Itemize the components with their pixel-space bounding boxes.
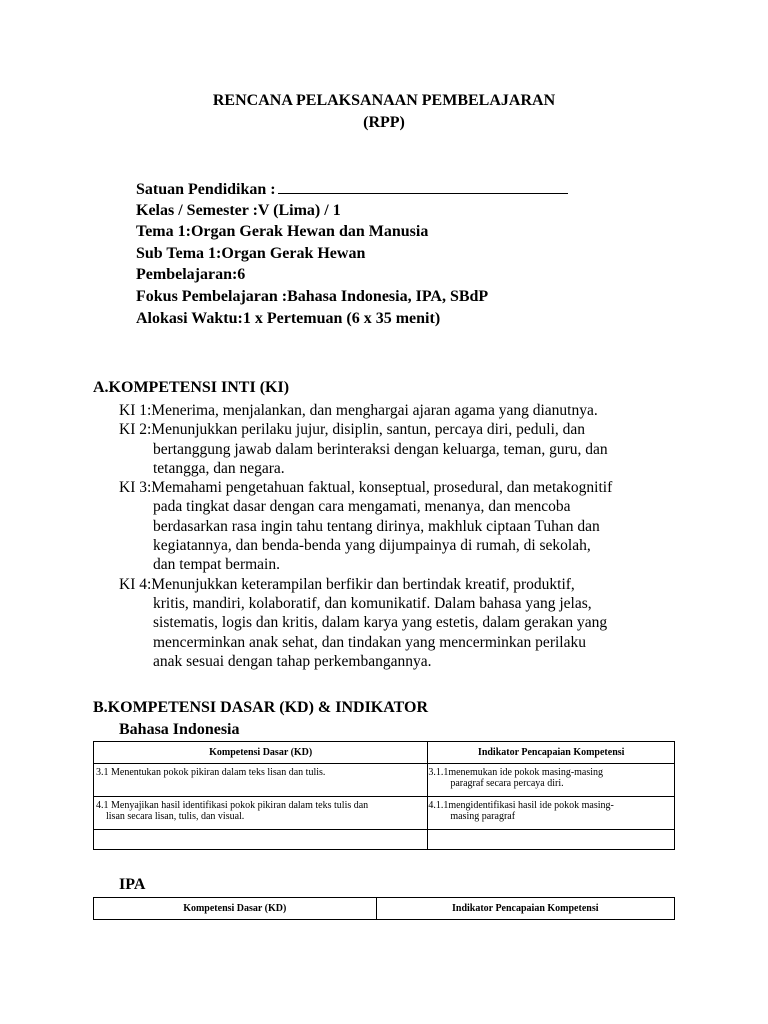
col-kompetensi-dasar: Kompetensi Dasar (KD) <box>94 898 377 920</box>
ki-4-line: KI 4:Menunjukkan keterampilan berfikir dan bertindak kreatif, produktif, <box>119 575 575 593</box>
ki-4-continuation: kritis, mandiri, kolaboratif, dan komunikatif. Dalam bahasa yang jelas, <box>153 594 592 612</box>
ki-2-continuation: tetangga, dan negara. <box>153 459 285 477</box>
satuan-pendidikan-blank-line <box>278 178 568 194</box>
document-subtitle: (RPP) <box>363 114 405 131</box>
col-indikator: Indikator Pencapaian Kompetensi <box>428 742 675 764</box>
satuan-pendidikan-row <box>136 178 696 200</box>
indikator-text <box>428 830 674 835</box>
indikator-text: 3.1.1menemukan ide pokok masing-masing <box>428 767 604 778</box>
indikator-cell <box>428 764 675 797</box>
ki-list <box>119 401 679 671</box>
kd-text: 3.1 Menentukan pokok pikiran dalam teks lisan dan tulis. <box>96 767 326 778</box>
kd-cell <box>94 797 428 830</box>
ki-item-2 <box>119 420 679 478</box>
ki-item-1 <box>119 401 679 420</box>
kd-text: 4.1 Menyajikan hasil identifikasi pokok pikiran dalam teks tulis dan <box>96 800 369 811</box>
kd-text <box>94 830 427 835</box>
col-indikator: Indikator Pencapaian Kompetensi <box>376 898 674 920</box>
ki-2-continuation: bertanggung jawab dalam berinteraksi dengan keluarga, teman, guru, dan <box>153 440 608 458</box>
indikator-cell <box>428 797 675 830</box>
alokasi-waktu-row: Alokasi Waktu:1 x Pertemuan (6 x 35 menit) <box>136 309 441 327</box>
ki-3-continuation: pada tingkat dasar dengan cara mengamati, menanya, dan mencoba <box>153 498 571 516</box>
ki-item-3 <box>119 478 679 574</box>
kd-cell <box>94 830 428 850</box>
table-header-row <box>94 898 675 920</box>
rpp-identity-block <box>136 178 696 329</box>
indikator-cell <box>428 830 675 850</box>
table-row <box>94 797 675 830</box>
ki-1-line: KI 1:Menerima, menjalankan, dan menghargai ajaran agama yang dianutnya. <box>119 402 598 419</box>
bahasa-indonesia-kd-table <box>93 741 675 850</box>
ki-3-continuation: berdasarkan rasa ingin tahu tentang dirinya, makhluk ciptaan Tuhan dan <box>153 517 600 535</box>
section-b-heading: B.KOMPETENSI DASAR (KD) & INDIKATOR <box>93 699 428 716</box>
ki-3-continuation: kegiatannya, dan benda-benda yang dijumpainya di rumah, di sekolah, <box>153 537 591 555</box>
kd-cell <box>94 764 428 797</box>
pembelajaran-row: Pembelajaran:6 <box>136 266 246 284</box>
fokus-pembelajaran-row: Fokus Pembelajaran :Bahasa Indonesia, IPA, SBdP <box>136 287 489 305</box>
bahasa-indonesia-subheading: Bahasa Indonesia <box>119 721 240 738</box>
indikator-text-continuation: paragraf secara percaya diri. <box>450 778 564 789</box>
col-kompetensi-dasar: Kompetensi Dasar (KD) <box>94 742 428 764</box>
indikator-text: 4.1.1mengidentifikasi hasil ide pokok masing- <box>428 800 614 811</box>
indikator-text-continuation: masing paragraf <box>450 811 516 822</box>
ki-item-4 <box>119 575 679 671</box>
ki-4-continuation: sistematis, logis dan kritis, dalam karya yang estetis, dalam gerakan yang <box>153 614 608 632</box>
ki-3-continuation: dan tempat bermain. <box>153 556 280 574</box>
ipa-kd-table <box>93 897 675 920</box>
ipa-subheading: IPA <box>119 876 146 893</box>
ki-4-continuation: mencerminkan anak sehat, dan tindakan yang mencerminkan perilaku <box>153 633 586 651</box>
table-header-row <box>94 742 675 764</box>
ki-2-line: KI 2:Menunjukkan perilaku jujur, disiplin, santun, percaya diri, peduli, dan <box>119 421 585 439</box>
table-row <box>94 764 675 797</box>
kelas-semester-row: Kelas / Semester :V (Lima) / 1 <box>136 201 341 219</box>
section-a-heading: A.KOMPETENSI INTI (KI) <box>93 379 290 396</box>
subtema-row: Sub Tema 1:Organ Gerak Hewan <box>136 244 366 262</box>
kd-text-continuation: lisan secara lisan, tulis, dan visual. <box>106 811 245 822</box>
ki-3-line: KI 3:Memahami pengetahuan faktual, konseptual, prosedural, dan metakognitif <box>119 479 613 497</box>
document-title: RENCANA PELAKSANAAN PEMBELAJARAN <box>212 92 556 109</box>
table-row <box>94 830 675 850</box>
tema-row: Tema 1:Organ Gerak Hewan dan Manusia <box>136 223 429 241</box>
satuan-pendidikan-label: Satuan Pendidikan : <box>136 181 276 198</box>
ki-4-continuation: anak sesuai dengan tahap perkembangannya. <box>153 652 432 670</box>
